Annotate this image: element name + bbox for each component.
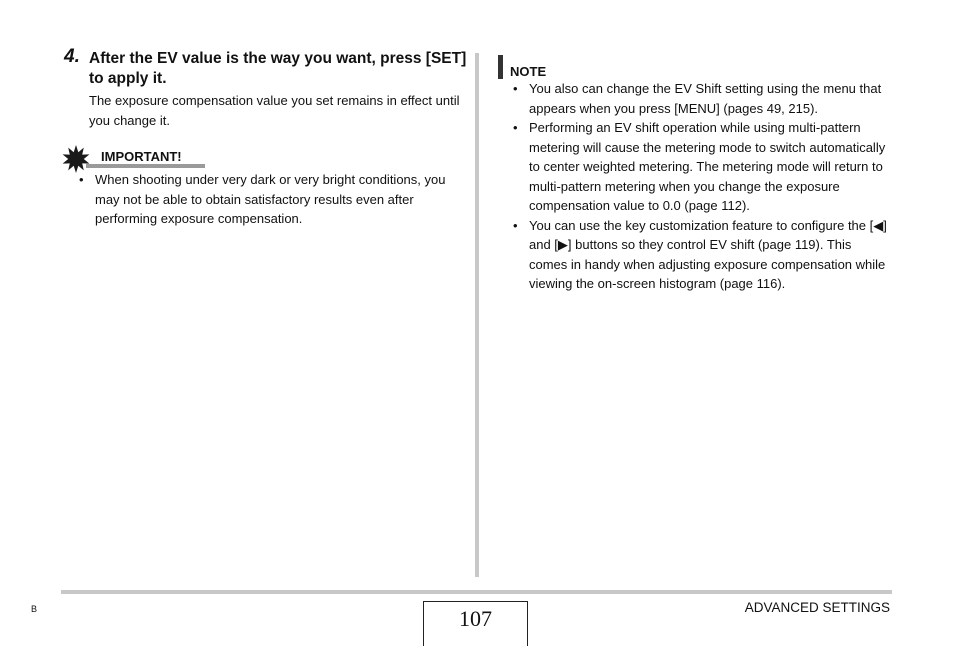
important-list [79, 170, 459, 229]
list-item: • Performing an EV shift operation while using multi-pattern metering will cause the metering mode to switch automatically to center weighted metering. The metering mode will return to multi-pattern metering when you change the exposure compensation value to 0.0 (page 112). [513, 118, 893, 216]
list-item: • You also can change the EV Shift setting using the menu that appears when you press [MENU] (pages 49, 215). [513, 79, 893, 118]
page-number: 107 [459, 606, 492, 631]
side-letter: B [31, 604, 38, 614]
step-number: 4. [64, 46, 80, 67]
important-underline [86, 164, 205, 168]
note-bar-icon [498, 55, 503, 79]
important-label: IMPORTANT! [101, 149, 182, 164]
note-list [513, 79, 893, 294]
step-body: The exposure compensation value you set remains in effect until you change it. [89, 93, 460, 128]
column-divider [475, 53, 479, 577]
starburst-icon [62, 145, 90, 173]
section-name: ADVANCED SETTINGS [744, 600, 890, 615]
note-label: NOTE [510, 64, 547, 79]
list-item: • When shooting under very dark or very bright conditions, you may not be able to obtain satisfactory results even after performing exposure compensation. [79, 170, 459, 229]
step-title: After the EV value is the way you want, press [SET] to apply it. [89, 50, 467, 87]
list-item: • You can use the key customization feature to configure the [◀] and [▶] buttons so they control EV shift (page 119). This comes in handy when adjusting exposure compensation while viewing the on-screen histogram (page 116). [513, 216, 893, 294]
footer-rule [61, 590, 892, 594]
